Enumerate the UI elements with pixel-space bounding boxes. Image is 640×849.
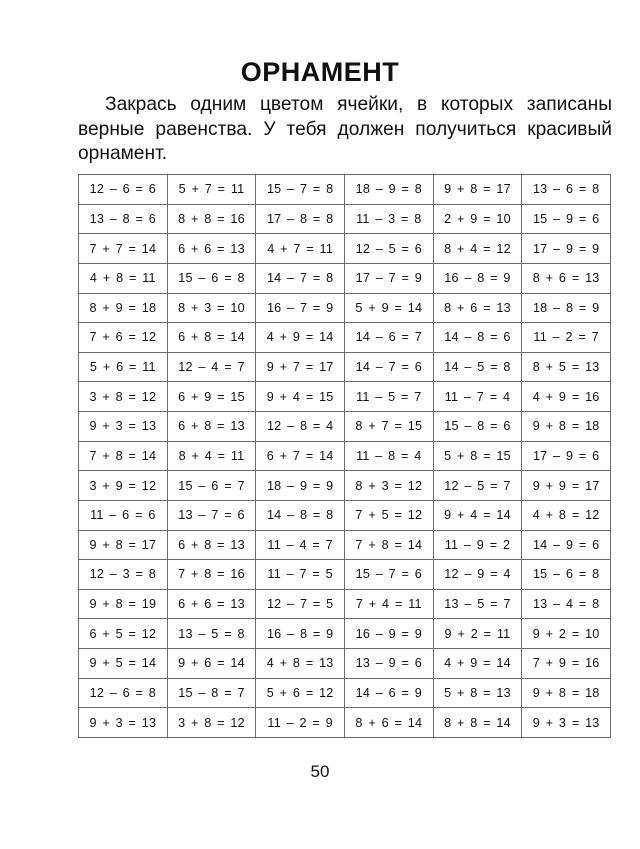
equation-cell[interactable]: 11 – 2 = 9	[256, 708, 345, 738]
equation-cell[interactable]: 6 + 7 = 14	[256, 441, 345, 471]
equation-cell[interactable]: 13 – 9 = 6	[344, 649, 433, 679]
equation-grid	[78, 174, 611, 738]
equation-cell[interactable]: 11 – 5 = 7	[344, 382, 433, 412]
equation-cell[interactable]: 4 + 9 = 16	[522, 382, 611, 412]
equation-cell[interactable]: 15 – 6 = 8	[167, 263, 256, 293]
equation-cell[interactable]: 12 – 6 = 8	[79, 678, 168, 708]
equation-cell[interactable]: 12 – 4 = 7	[167, 352, 256, 382]
equation-cell[interactable]: 15 – 7 = 6	[344, 560, 433, 590]
equation-cell[interactable]: 8 + 8 = 16	[167, 204, 256, 234]
grid-row	[79, 175, 611, 205]
equation-cell[interactable]: 6 + 6 = 13	[167, 589, 256, 619]
grid-row	[79, 412, 611, 442]
equation-cell[interactable]: 9 + 3 = 13	[522, 708, 611, 738]
equation-cell[interactable]: 9 + 3 = 13	[79, 412, 168, 442]
equation-cell[interactable]: 17 – 7 = 9	[344, 263, 433, 293]
equation-cell[interactable]: 9 + 8 = 18	[522, 412, 611, 442]
grid-row	[79, 234, 611, 264]
equation-cell[interactable]: 14 – 5 = 8	[433, 352, 522, 382]
page-number: 50	[310, 762, 330, 781]
equation-cell[interactable]: 11 – 7 = 5	[256, 560, 345, 590]
equation-cell[interactable]: 12 – 5 = 6	[344, 234, 433, 264]
equation-cell[interactable]: 8 + 6 = 13	[522, 263, 611, 293]
equation-cell[interactable]: 4 + 9 = 14	[256, 323, 345, 353]
equation-cell[interactable]: 18 – 9 = 8	[344, 175, 433, 205]
equation-cell[interactable]: 18 – 8 = 9	[522, 293, 611, 323]
equation-cell[interactable]: 7 + 8 = 14	[344, 530, 433, 560]
grid-row	[79, 382, 611, 412]
grid-row	[79, 530, 611, 560]
equation-cell[interactable]: 9 + 9 = 17	[522, 471, 611, 501]
grid-row	[79, 560, 611, 590]
equation-cell[interactable]: 8 + 5 = 13	[522, 352, 611, 382]
equation-cell[interactable]: 9 + 4 = 15	[256, 382, 345, 412]
equation-cell[interactable]: 8 + 3 = 10	[167, 293, 256, 323]
equation-cell[interactable]: 9 + 8 = 18	[522, 678, 611, 708]
equation-cell[interactable]: 3 + 8 = 12	[167, 708, 256, 738]
equation-cell[interactable]: 2 + 9 = 10	[433, 204, 522, 234]
equation-cell[interactable]: 15 – 6 = 8	[522, 560, 611, 590]
equation-cell[interactable]: 13 – 5 = 8	[167, 619, 256, 649]
equation-cell[interactable]: 12 – 9 = 4	[433, 560, 522, 590]
equation-cell[interactable]: 13 – 7 = 6	[167, 500, 256, 530]
equation-cell[interactable]: 6 + 9 = 15	[167, 382, 256, 412]
equation-cell[interactable]: 15 – 9 = 6	[522, 204, 611, 234]
page-title: ОРНАМЕНТ	[240, 57, 400, 87]
equation-cell[interactable]: 13 – 6 = 8	[522, 175, 611, 205]
equation-cell[interactable]: 6 + 6 = 13	[167, 234, 256, 264]
equation-cell[interactable]: 8 + 9 = 18	[79, 293, 168, 323]
equation-cell[interactable]: 5 + 7 = 11	[167, 175, 256, 205]
equation-cell[interactable]: 8 + 3 = 12	[344, 471, 433, 501]
equation-cell[interactable]: 6 + 8 = 13	[167, 530, 256, 560]
equation-cell[interactable]: 14 – 6 = 9	[344, 678, 433, 708]
equation-cell[interactable]: 8 + 6 = 14	[344, 708, 433, 738]
equation-cell[interactable]: 4 + 7 = 11	[256, 234, 345, 264]
equation-cell[interactable]: 14 – 8 = 8	[256, 500, 345, 530]
grid-row	[79, 204, 611, 234]
grid-row	[79, 293, 611, 323]
equation-cell[interactable]: 3 + 8 = 12	[79, 382, 168, 412]
equation-cell[interactable]: 15 – 8 = 6	[433, 412, 522, 442]
equation-cell[interactable]: 5 + 9 = 14	[344, 293, 433, 323]
equation-cell[interactable]: 9 + 2 = 10	[522, 619, 611, 649]
equation-cell[interactable]: 13 – 5 = 7	[433, 589, 522, 619]
equation-grid-body	[79, 175, 611, 738]
equation-cell[interactable]: 12 – 7 = 5	[256, 589, 345, 619]
equation-cell[interactable]: 14 – 7 = 6	[344, 352, 433, 382]
equation-cell[interactable]: 14 – 9 = 6	[522, 530, 611, 560]
equation-cell[interactable]: 3 + 9 = 12	[79, 471, 168, 501]
equation-cell[interactable]: 5 + 6 = 12	[256, 678, 345, 708]
equation-cell[interactable]: 5 + 6 = 11	[79, 352, 168, 382]
equation-cell[interactable]: 9 + 2 = 11	[433, 619, 522, 649]
grid-row	[79, 678, 611, 708]
equation-cell[interactable]: 15 – 7 = 8	[256, 175, 345, 205]
equation-cell[interactable]: 11 – 3 = 8	[344, 204, 433, 234]
grid-row	[79, 500, 611, 530]
equation-cell[interactable]: 17 – 8 = 8	[256, 204, 345, 234]
equation-cell[interactable]: 7 + 4 = 11	[344, 589, 433, 619]
grid-row	[79, 323, 611, 353]
equation-cell[interactable]: 16 – 8 = 9	[433, 263, 522, 293]
equation-cell[interactable]: 12 – 3 = 8	[79, 560, 168, 590]
equation-cell[interactable]: 12 – 6 = 6	[79, 175, 168, 205]
grid-row	[79, 471, 611, 501]
equation-cell[interactable]: 16 – 7 = 9	[256, 293, 345, 323]
equation-cell[interactable]: 7 + 9 = 16	[522, 649, 611, 679]
equation-cell[interactable]: 12 – 8 = 4	[256, 412, 345, 442]
grid-row	[79, 649, 611, 679]
equation-cell[interactable]: 6 + 5 = 12	[79, 619, 168, 649]
equation-cell[interactable]: 13 – 4 = 8	[522, 589, 611, 619]
equation-cell[interactable]: 8 + 4 = 12	[433, 234, 522, 264]
equation-cell[interactable]: 8 + 6 = 13	[433, 293, 522, 323]
equation-cell[interactable]: 8 + 7 = 15	[344, 412, 433, 442]
equation-cell[interactable]: 17 – 9 = 6	[522, 441, 611, 471]
equation-cell[interactable]: 11 – 4 = 7	[256, 530, 345, 560]
equation-cell[interactable]: 11 – 8 = 4	[344, 441, 433, 471]
equation-cell[interactable]: 9 + 5 = 14	[79, 649, 168, 679]
equation-cell[interactable]: 9 + 3 = 13	[79, 708, 168, 738]
grid-row	[79, 441, 611, 471]
equation-cell[interactable]: 4 + 8 = 12	[522, 500, 611, 530]
equation-cell[interactable]: 14 – 6 = 7	[344, 323, 433, 353]
equation-cell[interactable]: 9 + 6 = 14	[167, 649, 256, 679]
equation-cell[interactable]: 7 + 6 = 12	[79, 323, 168, 353]
equation-cell[interactable]: 9 + 7 = 17	[256, 352, 345, 382]
equation-cell[interactable]: 8 + 8 = 14	[433, 708, 522, 738]
equation-cell[interactable]: 16 – 9 = 9	[344, 619, 433, 649]
equation-cell[interactable]: 8 + 4 = 11	[167, 441, 256, 471]
equation-cell[interactable]: 7 + 7 = 14	[79, 234, 168, 264]
grid-row	[79, 708, 611, 738]
equation-cell[interactable]: 18 – 9 = 9	[256, 471, 345, 501]
equation-cell[interactable]: 15 – 8 = 7	[167, 678, 256, 708]
equation-cell[interactable]: 17 – 9 = 9	[522, 234, 611, 264]
equation-cell[interactable]: 4 + 8 = 13	[256, 649, 345, 679]
equation-cell[interactable]: 15 – 6 = 7	[167, 471, 256, 501]
equation-cell[interactable]: 16 – 8 = 9	[256, 619, 345, 649]
equation-cell[interactable]: 11 – 6 = 6	[79, 500, 168, 530]
equation-cell[interactable]: 11 – 9 = 2	[433, 530, 522, 560]
grid-row	[79, 589, 611, 619]
equation-cell[interactable]: 11 – 7 = 4	[433, 382, 522, 412]
equation-cell[interactable]: 13 – 8 = 6	[79, 204, 168, 234]
grid-row	[79, 352, 611, 382]
equation-cell[interactable]: 12 – 5 = 7	[433, 471, 522, 501]
equation-cell[interactable]: 14 – 8 = 6	[433, 323, 522, 353]
equation-cell[interactable]: 4 + 9 = 14	[433, 649, 522, 679]
grid-row	[79, 619, 611, 649]
equation-cell[interactable]: 5 + 8 = 13	[433, 678, 522, 708]
equation-cell[interactable]: 5 + 8 = 15	[433, 441, 522, 471]
equation-cell[interactable]: 6 + 8 = 14	[167, 323, 256, 353]
equation-cell[interactable]: 4 + 8 = 11	[79, 263, 168, 293]
equation-cell[interactable]: 6 + 8 = 13	[167, 412, 256, 442]
instructions-text: Закрась одним цветом ячейки, в которых записаны верные равенства. У тебя должен получиться красивый орнамент.	[78, 94, 612, 164]
grid-row	[79, 263, 611, 293]
equation-cell[interactable]: 11 – 2 = 7	[522, 323, 611, 353]
equation-cell[interactable]: 9 + 8 = 17	[79, 530, 168, 560]
equation-cell[interactable]: 9 + 8 = 19	[79, 589, 168, 619]
equation-cell[interactable]: 7 + 8 = 16	[167, 560, 256, 590]
equation-cell[interactable]: 14 – 7 = 8	[256, 263, 345, 293]
equation-cell[interactable]: 9 + 4 = 14	[433, 500, 522, 530]
equation-cell[interactable]: 7 + 8 = 14	[79, 441, 168, 471]
equation-cell[interactable]: 7 + 5 = 12	[344, 500, 433, 530]
equation-cell[interactable]: 9 + 8 = 17	[433, 175, 522, 205]
